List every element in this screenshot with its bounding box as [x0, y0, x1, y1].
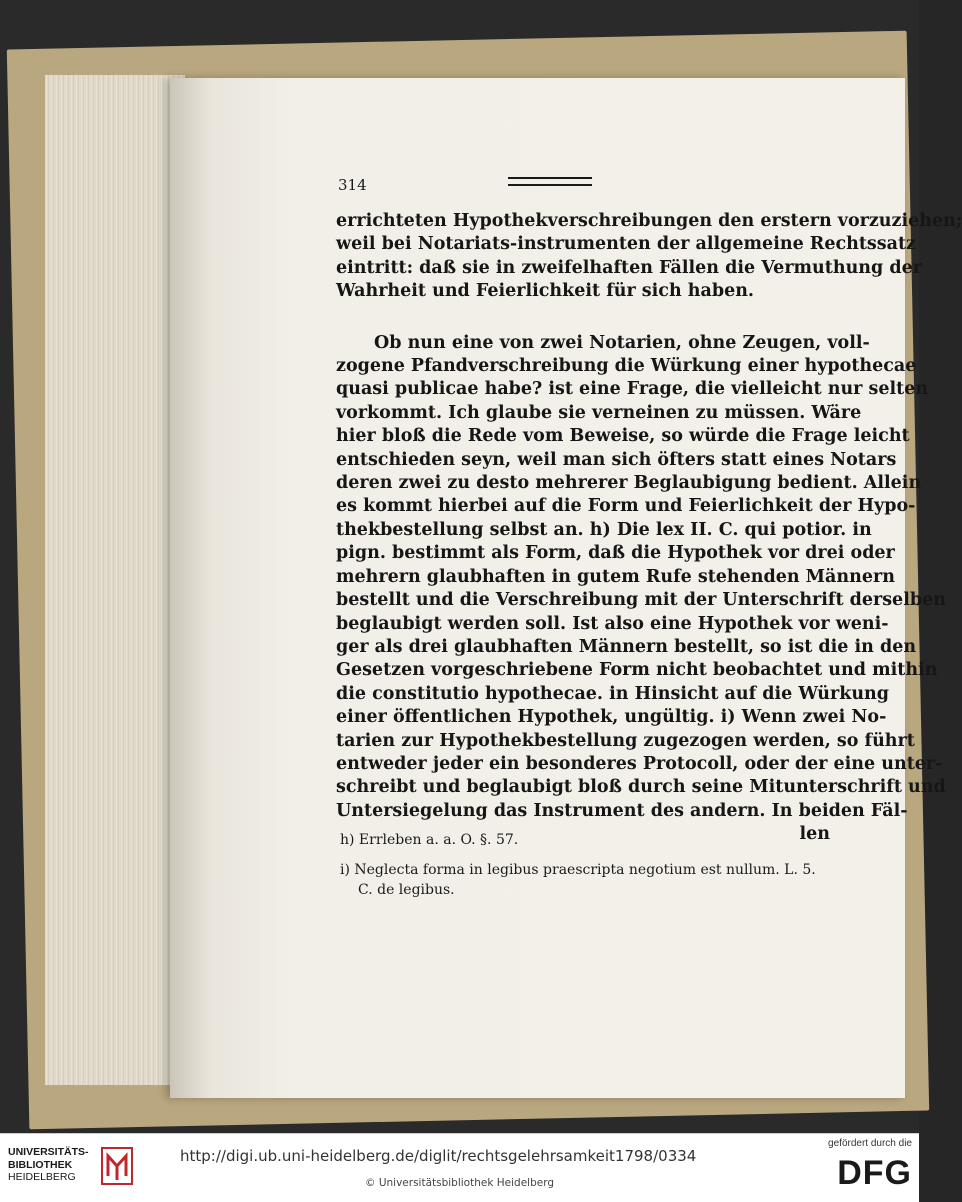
text-line: zogene Pfandverschreibung die Würkung einer hypothecae	[336, 356, 917, 377]
text-line: eintritt: daß sie in zweifelhaften Fällen die Vermuthung der	[336, 257, 922, 278]
footnote-i-continued: C. de legibus.	[358, 882, 455, 898]
text-line: errichteten Hypothekverschreibungen den erstern vorzuziehen;	[336, 211, 962, 231]
logo-line-3: HEIDELBERG	[8, 1171, 76, 1183]
text-line: bestellt und die Verschreibung mit der Unterschrift derselben	[336, 590, 946, 611]
catchword: len	[799, 824, 830, 845]
text-line: hier bloß die Rede vom Beweise, so würde die Frage leicht	[336, 426, 910, 447]
text-line: mehrern glaubhaften in gutem Rufe stehenden Männern	[336, 566, 895, 587]
text-line: pign. bestimmt als Form, daß die Hypothek vor drei oder	[336, 543, 895, 564]
text-line: weil bei Notariats-instrumenten der allgemeine Rechtssatz	[336, 234, 916, 255]
text-line: die constitutio hypothecae. in Hinsicht auf die Würkung	[336, 683, 890, 704]
dfg-logo: DFG	[837, 1154, 912, 1192]
copyright-notice: © Universitätsbibliothek Heidelberg	[364, 1177, 554, 1189]
text-line: tarien zur Hypothekbestellung zugezogen werden, so führt	[336, 730, 915, 751]
footnote-gap	[340, 850, 830, 860]
text-line: Gesetzen vorgeschriebene Form nicht beobachtet und mithin	[336, 660, 938, 681]
text-line: Untersiegelung das Instrument des andern. In beiden Fäl-	[336, 800, 908, 821]
body-text	[336, 210, 962, 847]
page-number: 314	[338, 176, 367, 194]
text-line: entweder jeder ein besonderes Protocoll, oder der eine unter-	[336, 753, 943, 774]
text-line: thekbestellung selbst an. h) Die lex II. C. qui potior. in	[336, 519, 872, 540]
permalink-url[interactable]: http://digi.ub.uni-heidelberg.de/diglit/rechtsgelehrsamkeit1798/0334	[180, 1147, 697, 1165]
text-line: es kommt hierbei auf die Form und Feierlichkeit der Hypo-	[336, 496, 916, 517]
logo-line-1: UNIVERSITÄTS-	[8, 1146, 89, 1158]
footnotes	[340, 830, 830, 900]
page-edges	[45, 75, 185, 1085]
page-header	[338, 176, 838, 200]
paragraph-2	[336, 332, 946, 847]
text-line: entschieden seyn, weil man sich öfters statt eines Notars	[336, 449, 897, 470]
header-rule	[508, 177, 592, 186]
text-line: deren zwei zu desto mehrerer Beglaubigung bedient. Allein	[336, 473, 922, 494]
text-line: quasi publicae habe? ist eine Frage, die vielleicht nur selten	[336, 379, 929, 400]
text-line: Ob nun eine von zwei Notarien, ohne Zeugen, voll-	[374, 332, 870, 353]
footnote-h: h) Errleben a. a. O. §. 57.	[340, 832, 519, 848]
text-line: vorkommt. Ich glaube sie verneinen zu müssen. Wäre	[336, 402, 862, 423]
paragraph-gap	[336, 304, 830, 332]
text-line: einer öffentlichen Hypothek, ungültig. i) Wenn zwei No-	[336, 707, 887, 728]
text-line: beglaubigt werden soll. Ist also eine Hypothek vor weni-	[336, 613, 889, 634]
paragraph-1	[336, 210, 962, 304]
footnote-i: i) Neglecta forma in legibus praescripta negotium est nullum. L. 5.	[340, 862, 816, 878]
text-line: Wahrheit und Feierlichkeit für sich haben.	[336, 281, 755, 302]
viewer-footer	[0, 1133, 919, 1202]
logo-line-2: BIBLIOTHEK	[8, 1158, 73, 1171]
dfg-funding[interactable]	[800, 1138, 912, 1198]
text-line: ger als drei glaubhaften Männern bestellt, so ist die in den	[336, 636, 917, 657]
funding-label: gefördert durch die	[828, 1138, 912, 1149]
text-line: schreibt und beglaubigt bloß durch seine Mitunterschrift und	[336, 777, 946, 798]
